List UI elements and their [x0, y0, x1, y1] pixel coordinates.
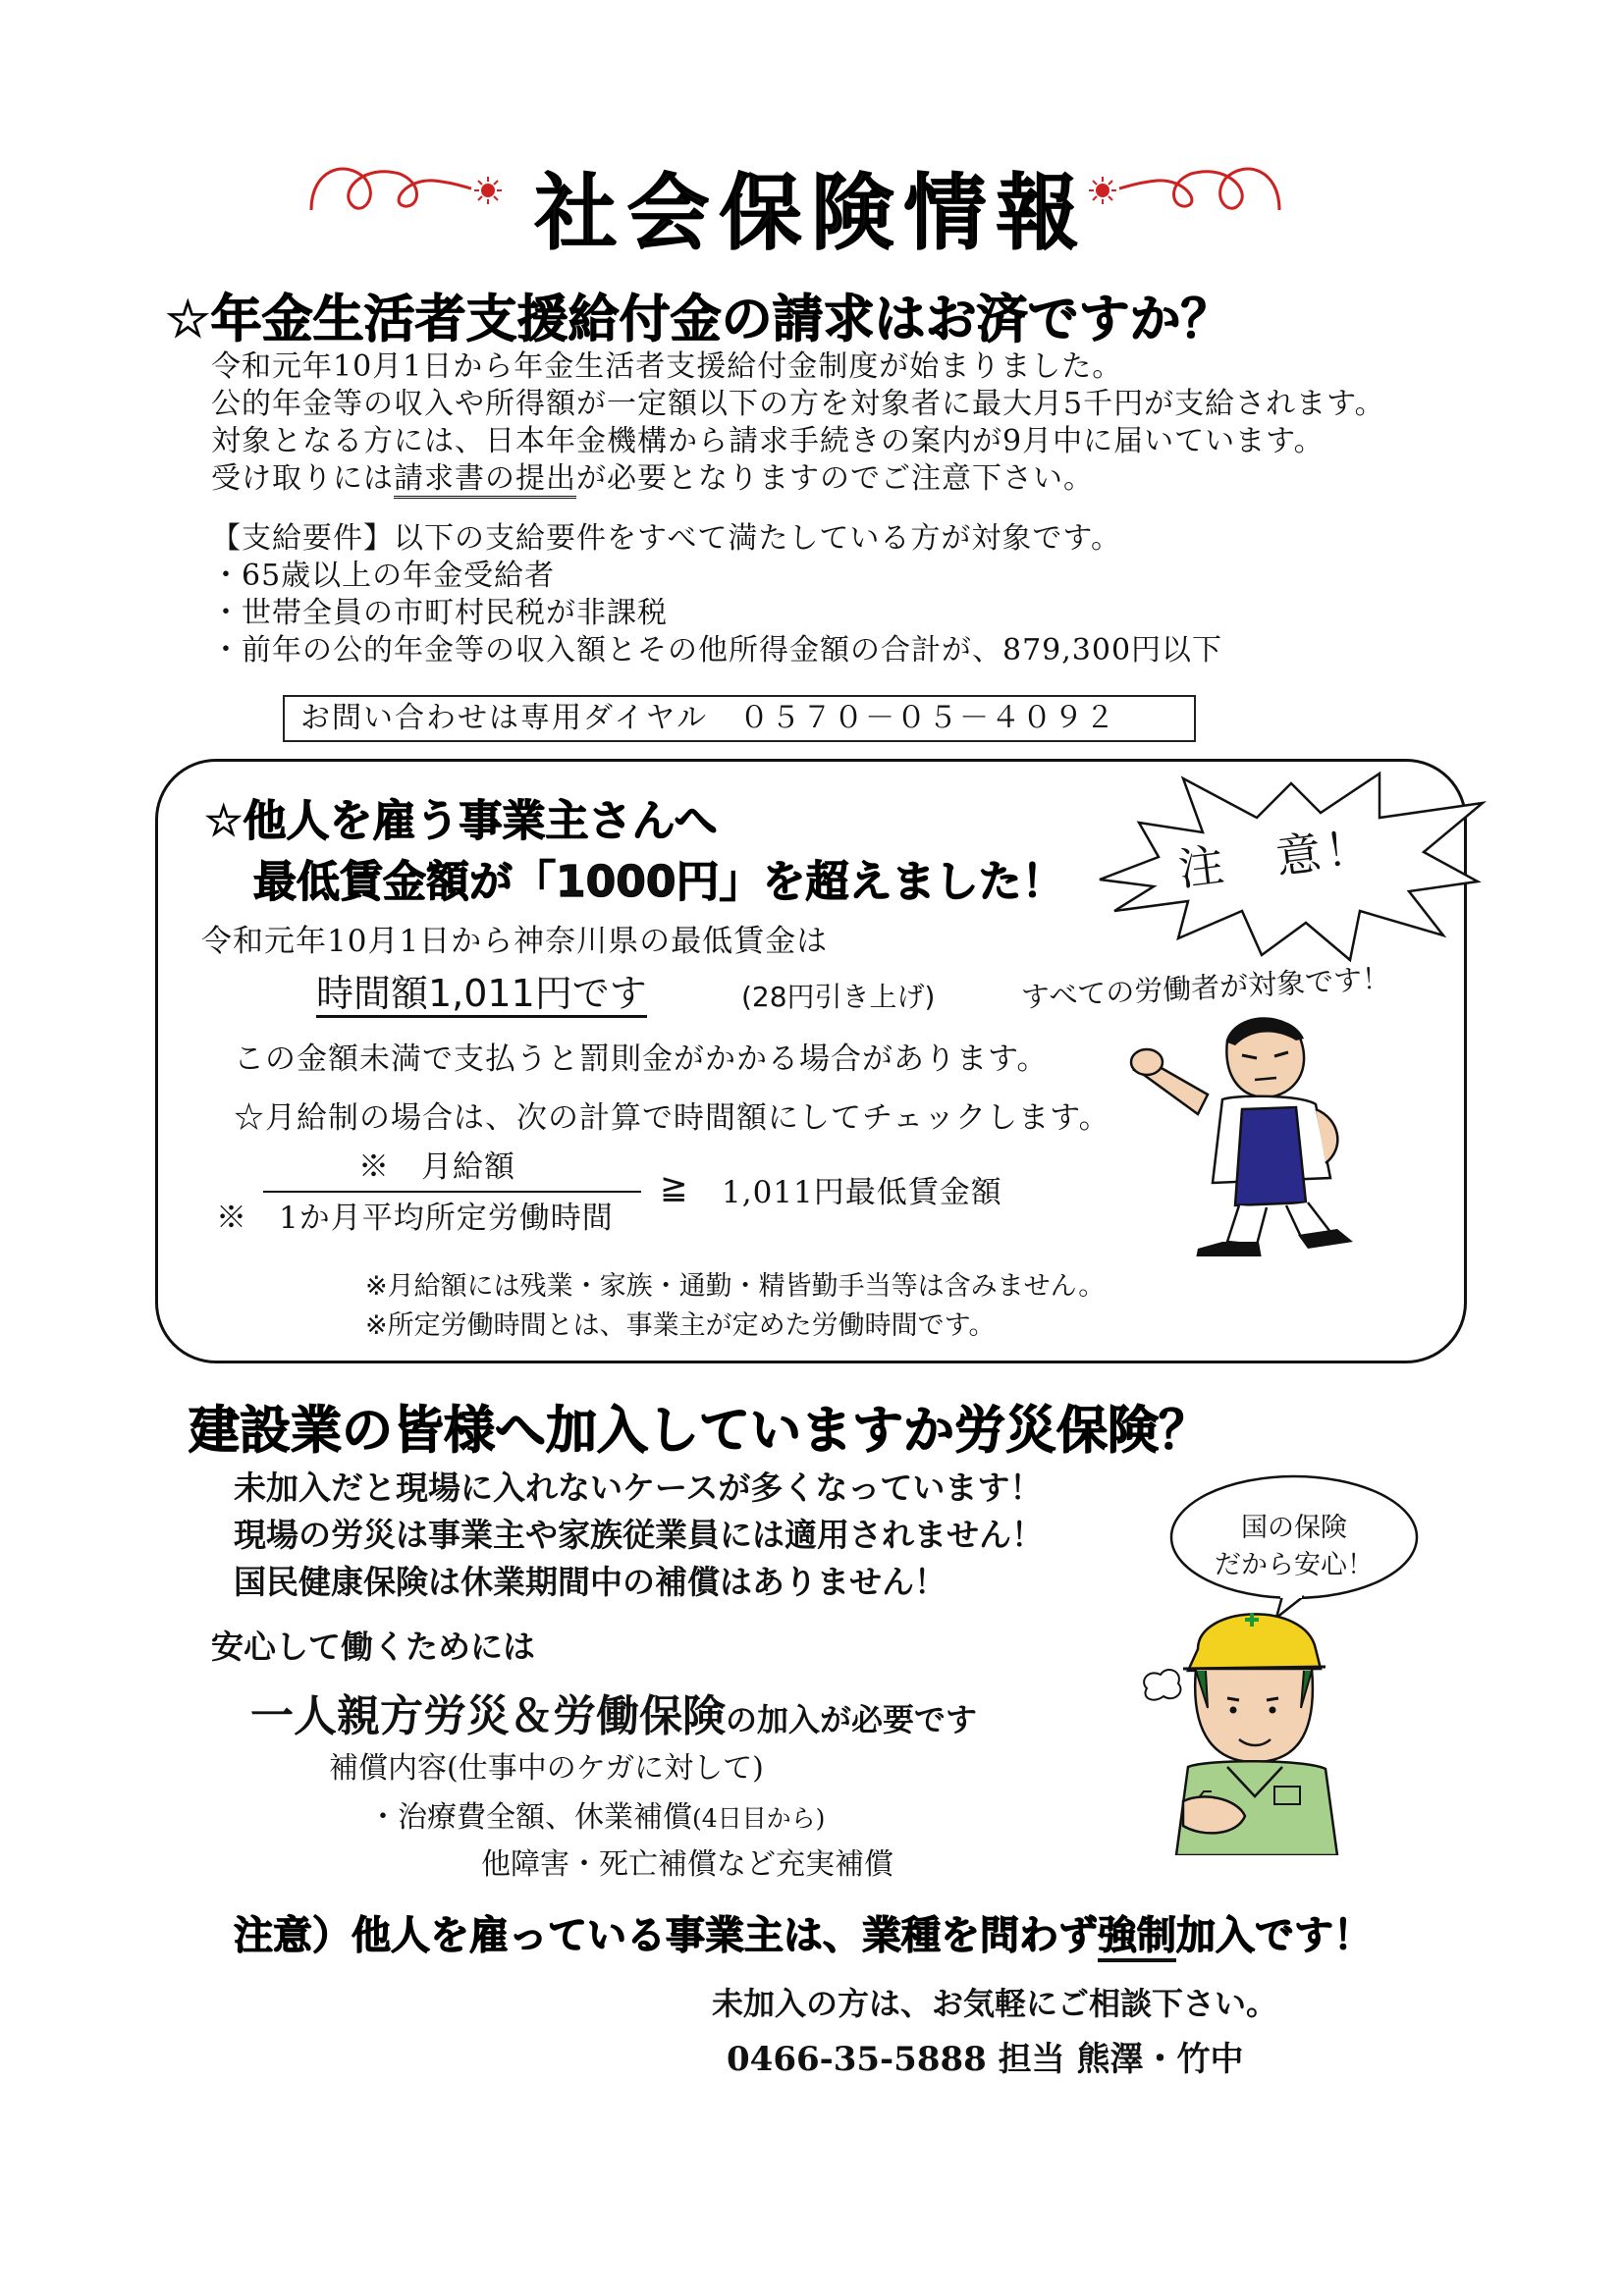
pension-intro-pre: 受け取りには — [211, 461, 394, 496]
coverage-heading: 補償内容(仕事中のケガに対して) — [329, 1751, 764, 1786]
coverage-item: 他障害・死亡補償など充実補償 — [481, 1847, 893, 1882]
mandatory-note-pre: 注意）他人を雇っている事業主は、業種を問わず — [234, 1913, 1098, 1958]
mandatory-note — [234, 1904, 1373, 1960]
pension-intro-line — [211, 460, 1385, 498]
formula-fraction-line — [263, 1191, 641, 1193]
construction-heading: 建設業の皆様へ加入していますか労災保険？ — [189, 1402, 1211, 1461]
insurance-name: 一人親方労災＆労働保険 — [250, 1691, 726, 1741]
requirement-item: ・65歳以上の年金受給者 — [211, 559, 556, 593]
formula-denominator: ※ 1か月平均所定労働時間 — [216, 1201, 614, 1236]
insurance-required: の加入が必要です — [726, 1701, 978, 1738]
pension-intro-line: 令和元年10月1日から年金生活者支援給付金制度が始まりました。 — [211, 349, 1123, 384]
employer-heading: ☆他人を雇う事業主さんへ — [204, 796, 718, 846]
mandatory-underlined: 強制 — [1098, 1913, 1176, 1962]
raise-amount: (28円引き上げ) — [741, 981, 936, 1013]
contact-dial-box: お問い合わせは専用ダイヤル ０５７０－０５－４０９２ — [283, 695, 1196, 742]
consult-line: 未加入の方は、お気軽にご相談下さい。 — [712, 1985, 1278, 2022]
claim-form-underlined: 請求書の提出 — [394, 461, 576, 499]
secure-work-line: 安心して働くためには — [211, 1628, 535, 1666]
requirements-list — [211, 520, 1222, 669]
formula-numerator: ※ 月給額 — [358, 1149, 515, 1185]
minimum-wage-line: 令和元年10月1日から神奈川県の最低賃金は — [201, 924, 829, 959]
pension-heading: ☆年金生活者支援給付金の請求はお済ですか？ — [165, 291, 1232, 349]
page-title: 社会保険情報 — [534, 165, 1089, 261]
pension-intro-line: 対象となる方には、日本年金機構から請求手続きの案内が9月中に届いています。 — [211, 424, 1325, 458]
contact-phone: 0466-35-5888 担当 熊澤・竹中 — [727, 2040, 1244, 2079]
construction-bullet: 未加入だと現場に入れないケースが多くなっています！ — [234, 1468, 1043, 1507]
coverage-main: ・治療費全額、休業補償 — [368, 1800, 692, 1835]
caution-text: 注 意！ — [1175, 819, 1378, 896]
pension-intro-line: 公的年金等の収入や所得額が一定額以下の方を対象者に最大月5千円が支給されます。 — [211, 387, 1385, 421]
hourly-rate: 時間額1,011円です — [316, 972, 647, 1018]
requirement-item: ・前年の公的年金等の収入額とその他所得金額の合計が、879,300円以下 — [211, 633, 1223, 667]
construction-bullet: 現場の労災は事業主や家族従業員には適用されません！ — [234, 1516, 1044, 1554]
requirement-item: ・世帯全員の市町村民税が非課税 — [211, 596, 668, 630]
note-line: ※所定労働時間とは、事業主が定めた労働時間です。 — [365, 1310, 996, 1341]
pointing-worker-icon — [1129, 1001, 1375, 1256]
coverage-from-day4: (4日目から) — [692, 1804, 826, 1833]
requirements-heading: 【支給要件】以下の支給要件をすべて満たしている方が対象です。 — [211, 521, 1121, 556]
formula-greater-equal: ≧ — [660, 1168, 688, 1207]
bubble-text: だから安心！ — [1215, 1550, 1374, 1580]
minimum-wage-heading: 最低賃金額が「1000円」を超えました！ — [253, 857, 1065, 907]
all-workers-note: すべての労働者が対象です！ — [1020, 961, 1391, 1014]
penalty-line: この金額未満で支払うと罰則金がかかる場合があります。 — [234, 1041, 1049, 1077]
formula-minimum: 1,011円最低賃金額 — [722, 1175, 1002, 1210]
insurance-line — [250, 1681, 977, 1743]
coverage-item — [368, 1792, 825, 1836]
helmet-worker-icon — [1129, 1590, 1355, 1855]
bubble-text: 国の保険 — [1241, 1513, 1347, 1543]
pension-intro-post: が必要となりますのでご注意下さい。 — [576, 461, 1094, 496]
mandatory-note-post: 加入です！ — [1176, 1913, 1373, 1958]
construction-bullet: 国民健康保険は休業期間中の補償はありません！ — [234, 1563, 947, 1601]
note-line: ※月給額には残業・家族・通勤・精皆勤手当等は含みません。 — [365, 1271, 1106, 1302]
monthly-check-line: ☆月給制の場合は、次の計算で時間額にしてチェックします。 — [234, 1100, 1110, 1136]
pension-intro — [211, 348, 1385, 498]
